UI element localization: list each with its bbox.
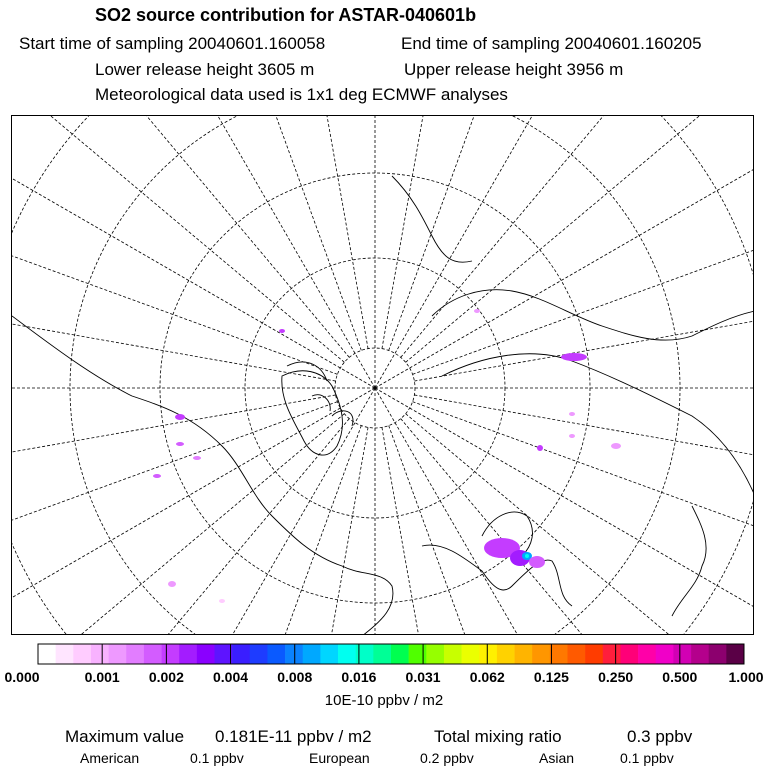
color-scale-bar	[37, 643, 745, 665]
color-scale-swatch	[197, 644, 215, 664]
upper-height-label: Upper release height 3956 m	[404, 60, 624, 79]
color-scale-swatch	[109, 644, 127, 664]
color-scale-swatch	[585, 644, 603, 664]
met-data-label: Meteorological data used is 1x1 deg ECMWF analyses	[95, 85, 508, 104]
map-canvas	[12, 116, 754, 635]
color-scale-tick-label: 0.008	[277, 669, 313, 685]
meridian-line	[401, 116, 754, 357]
graticule	[12, 116, 754, 635]
color-scale-swatch	[691, 644, 709, 664]
lower-height-label: Lower release height 3605 m	[95, 60, 315, 79]
meridian-line	[382, 116, 531, 349]
color-scale-swatch	[56, 644, 74, 664]
polar-map	[11, 115, 754, 635]
latitude-circle	[12, 116, 754, 635]
color-scale-tick-label: 0.031	[405, 669, 441, 685]
color-scale-swatch	[409, 644, 427, 664]
meridian-line	[12, 116, 375, 388]
color-scale-swatch	[232, 644, 250, 664]
color-scale-swatch	[215, 644, 233, 664]
coastline-siberia	[432, 290, 754, 340]
max-value: 0.181E-11 ppbv / m2	[215, 727, 372, 746]
meridian-line	[413, 402, 754, 635]
color-scale-swatch	[73, 644, 91, 664]
color-scale-tick-label: 0.500	[662, 669, 698, 685]
color-scale-swatch	[515, 644, 533, 664]
coastline-asia	[442, 354, 754, 496]
latitude-circle	[12, 116, 754, 635]
color-scale-swatch	[462, 644, 480, 664]
meridian-line	[12, 414, 344, 635]
latitude-circle	[12, 116, 754, 635]
meridian-line	[12, 419, 349, 635]
european-label: European	[309, 750, 370, 766]
meridian-line	[12, 395, 336, 544]
color-scale-tick-label: 0.125	[533, 669, 569, 685]
color-scale-tick-label: 0.002	[148, 669, 184, 685]
color-scale-tick-label: 0.250	[598, 669, 634, 685]
meridian-line	[12, 388, 375, 635]
american-label: American	[80, 750, 140, 766]
asian-label: Asian	[539, 750, 575, 766]
total-mixing-label: Total mixing ratio	[434, 727, 562, 746]
color-scale-swatch	[726, 644, 744, 664]
color-scale-swatch	[497, 644, 515, 664]
color-scale-swatch	[638, 644, 656, 664]
color-scale-swatch	[144, 644, 162, 664]
color-scale-swatch	[603, 644, 621, 664]
meridian-line	[375, 116, 754, 388]
color-scale-swatch	[303, 644, 321, 664]
asian-value: 0.1 ppbv	[620, 750, 674, 766]
american-value: 0.1 ppbv	[190, 750, 244, 766]
meridian-line	[12, 402, 337, 635]
meridian-line	[414, 395, 754, 544]
meridian-line	[12, 388, 375, 635]
color-scale-swatch	[38, 644, 56, 664]
color-scale-swatch	[426, 644, 444, 664]
meridian-line	[12, 116, 349, 357]
meridian-line	[12, 116, 337, 374]
color-scale-swatch	[709, 644, 727, 664]
color-scale-tick-label: 0.000	[4, 669, 40, 685]
color-scale-swatch	[320, 644, 338, 664]
color-scale-swatch	[479, 644, 497, 664]
color-scale-swatch	[179, 644, 197, 664]
coastline-japan	[672, 506, 706, 616]
color-scale-unit: 10E-10 ppbv / m2	[324, 692, 444, 709]
color-scale-swatch	[620, 644, 638, 664]
color-scale-tick-label: 0.062	[469, 669, 505, 685]
color-scale-swatch	[250, 644, 268, 664]
concentration-field	[153, 309, 621, 603]
color-scale-swatch	[285, 644, 303, 664]
meridian-line	[382, 427, 531, 635]
color-scale-tick-label: 0.001	[84, 669, 120, 685]
meridian-line	[219, 116, 368, 349]
color-scale-tick-label: 0.016	[341, 669, 377, 685]
total-mixing-value: 0.3 ppbv	[627, 727, 693, 746]
coastline-greenland	[282, 371, 343, 455]
start-time-label: Start time of sampling 20040601.160058	[19, 34, 326, 53]
meridian-line	[406, 414, 754, 635]
coastlines	[12, 176, 754, 635]
color-scale-swatch	[550, 644, 568, 664]
color-scale-tick-label: 1.000	[728, 669, 764, 685]
end-time-label: End time of sampling 20040601.160205	[401, 34, 702, 53]
meridian-line	[219, 427, 368, 635]
color-scale-swatch	[673, 644, 691, 664]
color-scale-swatch	[162, 644, 180, 664]
color-scale-swatch	[391, 644, 409, 664]
meridian-line	[67, 116, 361, 350]
meridian-line	[375, 116, 754, 388]
color-scale-swatch	[126, 644, 144, 664]
color-scale-swatch	[532, 644, 550, 664]
color-scale-tick-label: 0.004	[213, 669, 249, 685]
color-scale-swatch	[568, 644, 586, 664]
european-value: 0.2 ppbv	[420, 750, 474, 766]
meridian-line	[12, 116, 375, 388]
color-scale-swatch	[356, 644, 374, 664]
color-scale-swatch	[267, 644, 285, 664]
coastline-north-america	[12, 316, 393, 635]
color-scale-swatch	[91, 644, 109, 664]
meridian-line	[12, 232, 336, 381]
coastline-alaska	[392, 176, 472, 262]
color-scale-swatch	[338, 644, 356, 664]
meridian-line	[406, 116, 754, 362]
max-value-label: Maximum value	[65, 727, 185, 746]
map-title: SO2 source contribution for ASTAR-040601b	[95, 5, 477, 25]
color-scale-swatch	[656, 644, 674, 664]
color-scale-swatch	[373, 644, 391, 664]
color-scale-swatch	[444, 644, 462, 664]
